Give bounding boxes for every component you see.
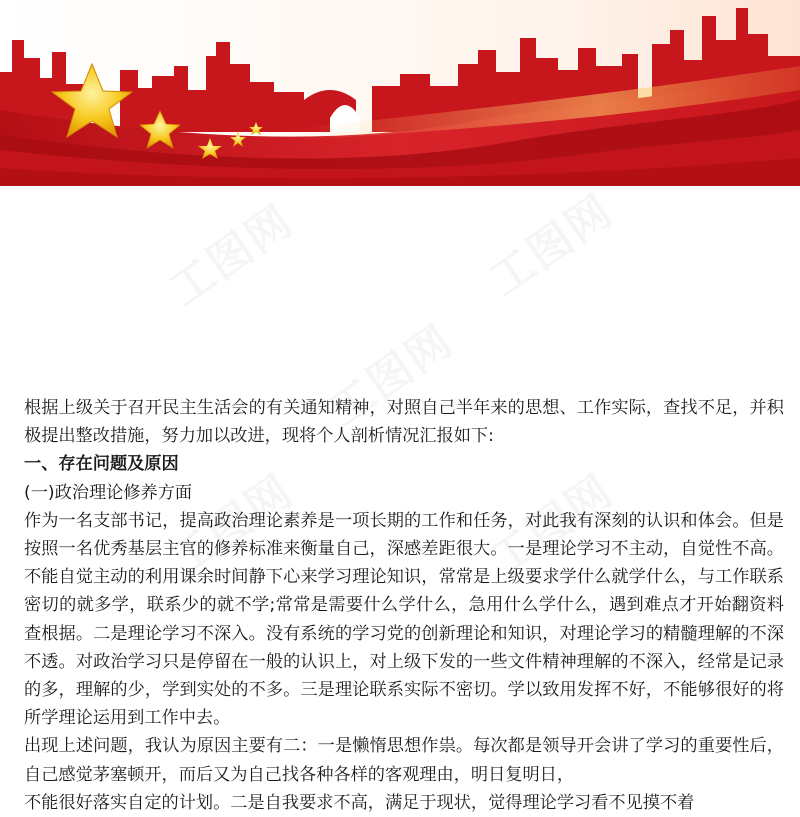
- watermark: 工图网: [160, 465, 303, 587]
- watermark: 工图网: [320, 315, 463, 437]
- intro-paragraph: 根据上级关于召开民主生活会的有关通知精神，对照自己半年来的思想、工作实际，查找不足，并积极提出整改措施，努力加以改进，现将个人剖析情况汇报如下:: [24, 398, 784, 447]
- body-paragraph: 作为一名支部书记，提高政治理论素养是一项长期的工作和任务，对此我有深刻的认识和体会。但是按照一名优秀基层主官的修养标准来衡量自己，深感差距很大。一是理论学习不主动，自觉性不高。不能自觉主动的利用课余时间静下心来学习理论知识，常常是上级要求学什么就学什么，与工作联系密切的就多学，联系少的就不学;常常是需要什么学什么，急用什么学什么，遇到难点才开始翻资料查根据。二是理论学习不深入。没有系统的学习党的创新理论和知识，对理论学习的精髓理解的不深不透。对政治学习只是停留在一般的认识上，对上级下发的一些文件精神理解的不深入，经常是记录的多，理解的少，学到实处的不多。三是理论联系实际不密切。学以致用发挥不好，不能够很好的将所学理论运用到工作中去。: [24, 510, 784, 729]
- red-city-banner: [0, 0, 800, 186]
- watermark: 工图网: [160, 195, 303, 317]
- banner-graphic: [0, 0, 800, 186]
- document-body: [24, 394, 784, 817]
- body-paragraph: 出现上述问题，我认为原因主要有二：一是懒惰思想作祟。每次都是领导开会讲了学习的重要性后，自己感觉茅塞顿开，而后又为自己找各种各样的客观理由，明日复明日，: [24, 736, 784, 785]
- body-paragraph: 不能很好落实自定的计划。二是自我要求不高，满足于现状，觉得理论学习看不见摸不着: [24, 792, 695, 813]
- section-heading: 一、存在问题及原因: [24, 454, 179, 475]
- watermark: 工图网: [480, 185, 623, 307]
- subsection-heading: (一)政治理论修养方面: [24, 482, 193, 503]
- watermark: 工图网: [480, 465, 623, 587]
